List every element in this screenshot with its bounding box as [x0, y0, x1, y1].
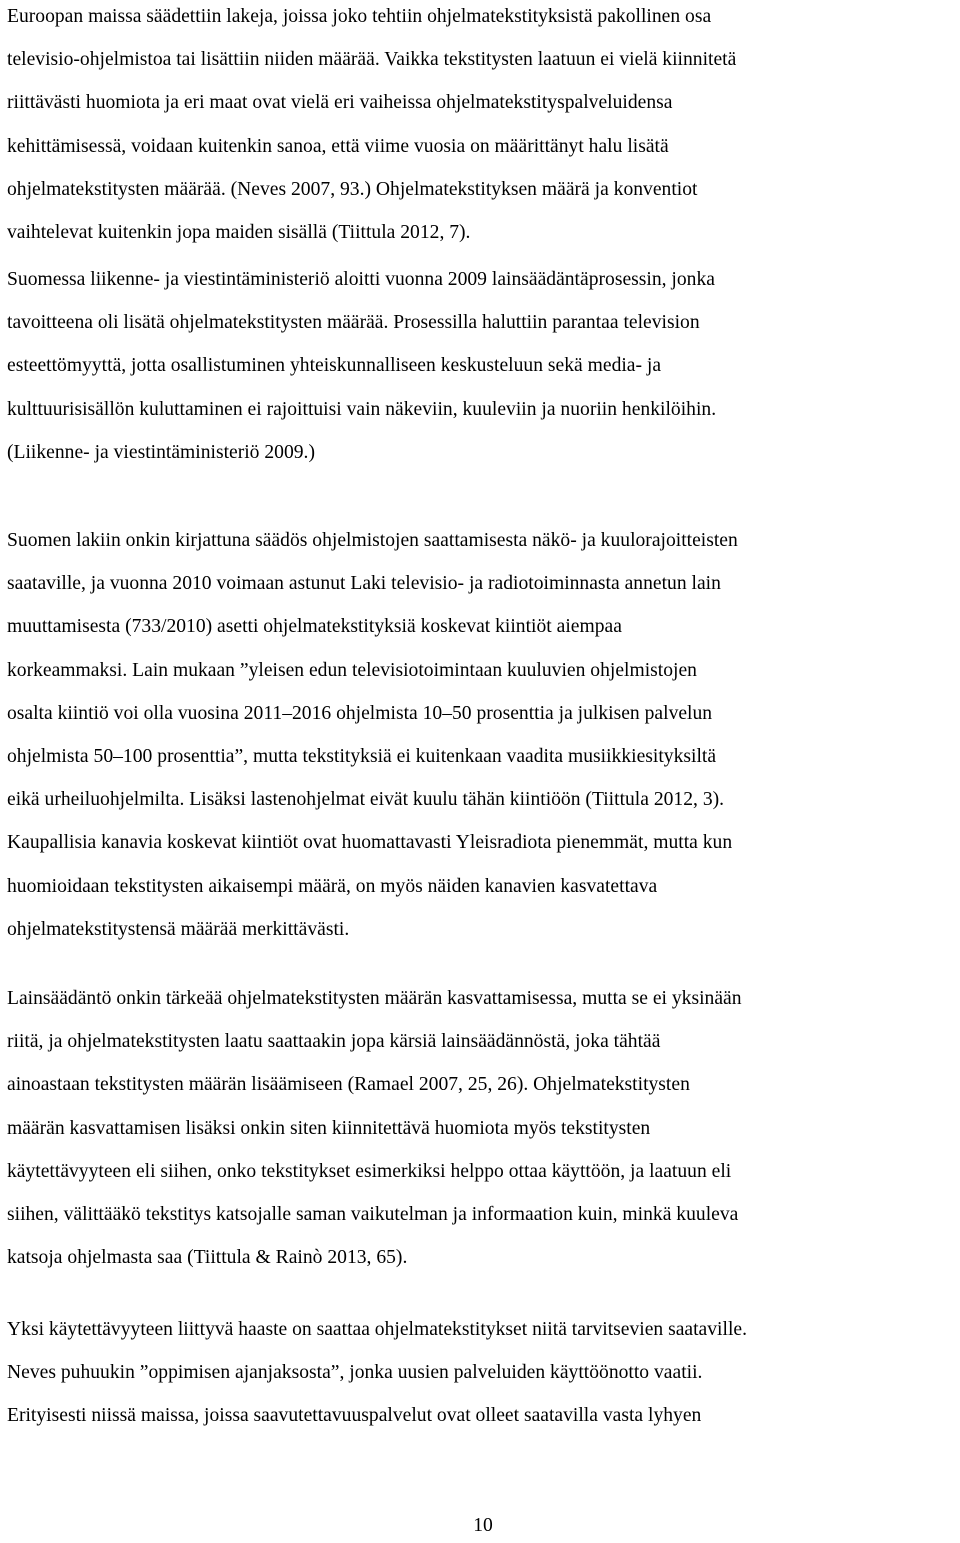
text-line: siihen, välittääkö tekstitys katsojalle saman vaikutelman ja informaation kuin, minkä kuuleva — [7, 1203, 739, 1225]
text-line: korkeammaksi. Lain mukaan ”yleisen edun televisiotoimintaan kuuluvien ohjelmistojen — [7, 659, 697, 681]
text-line: kulttuurisisällön kuluttaminen ei rajoittuisi vain näkeviin, kuuleviin ja nuoriin henkilöihin. — [7, 398, 717, 420]
text-line: (Liikenne- ja viestintäministeriö 2009.) — [7, 441, 315, 463]
page-number: 10 — [473, 1515, 493, 1536]
text-line: Suomen lakiin onkin kirjattuna säädös ohjelmistojen saattamisesta näkö- ja kuulorajoitteisten — [7, 530, 738, 551]
text-line: eikä urheiluohjelmilta. Lisäksi lastenohjelmat eivät kuulu tähän kiintiöön (Tiittula 2012, 3). — [7, 789, 725, 811]
text-line: riitä, ja ohjelmatekstitysten laatu saattaakin jopa kärsiä lainsäädännöstä, joka tähtää — [7, 1031, 661, 1053]
document-page — [7, 0, 959, 1543]
text-line: osalta kiintiö voi olla vuosina 2011–2016 ohjelmista 10–50 prosenttia ja julkisen palvelun — [7, 702, 713, 724]
text-line: televisio-ohjelmistoa tai lisättiin niiden määrää. Vaikka tekstitysten laatuun ei vielä kiinnitetä — [7, 49, 737, 71]
paragraph-5 — [7, 1308, 747, 1438]
paragraph-1 — [7, 0, 736, 254]
paragraph-4 — [7, 977, 742, 1279]
text-line: ainoastaan tekstitysten määrän lisäämiseen (Ramael 2007, 25, 26). Ohjelmatekstitysten — [7, 1074, 690, 1096]
text-line: esteettömyyttä, jotta osallistuminen yhteiskunnalliseen keskusteluun sekä media- ja — [7, 355, 662, 377]
text-line: Lainsäädäntö onkin tärkeää ohjelmatekstitysten määrän kasvattamisessa, mutta se ei yksinään — [7, 988, 742, 1009]
text-line: vaihtelevat kuitenkin jopa maiden sisällä (Tiittula 2012, 7). — [7, 221, 471, 243]
text-line: ohjelmatekstitysten määrää. (Neves 2007, 93.) Ohjelmatekstityksen määrä ja konventiot — [7, 178, 698, 200]
text-line: Yksi käytettävyyteen liittyvä haaste on saattaa ohjelmatekstitykset niitä tarvitsevien saataville. — [7, 1319, 747, 1340]
text-line: saataville, ja vuonna 2010 voimaan astunut Laki televisio- ja radiotoiminnasta annetun lain — [7, 573, 721, 595]
text-line: huomioidaan tekstitysten aikaisempi määrä, on myös näiden kanavien kasvatettava — [7, 875, 658, 897]
paragraph-3 — [7, 519, 738, 951]
text-line: Euroopan maissa säädettiin lakeja, joissa joko tehtiin ohjelmatekstityksistä pakollinen osa — [7, 6, 712, 27]
text-line: muuttamisesta (733/2010) asetti ohjelmatekstityksiä koskevat kiintiöt aiempaa — [7, 616, 622, 638]
text-line: tavoitteena oli lisätä ohjelmatekstitysten määrää. Prosessilla haluttiin parantaa television — [7, 312, 700, 334]
text-line: ohjelmatekstitystensä määrää merkittävästi. — [7, 918, 350, 940]
text-line: katsoja ohjelmasta saa (Tiittula & Rainò 2013, 65). — [7, 1247, 408, 1269]
text-line: kehittämisessä, voidaan kuitenkin sanoa, että viime vuosia on määrittänyt halu lisätä — [7, 135, 669, 157]
text-line: Kaupallisia kanavia koskevat kiintiöt ovat huomattavasti Yleisradiota pienemmät, mutta kun — [7, 832, 733, 854]
text-line: Erityisesti niissä maissa, joissa saavutettavuuspalvelut ovat olleet saatavilla vasta lyhyen — [7, 1405, 702, 1427]
text-line: Neves puhuukin ”oppimisen ajanjaksosta”, jonka uusien palveluiden käyttöönotto vaatii. — [7, 1362, 703, 1384]
text-line: Suomessa liikenne- ja viestintäministeriö aloitti vuonna 2009 lainsäädäntäprosessin, jonka — [7, 269, 715, 290]
text-line: ohjelmista 50–100 prosenttia”, mutta tekstityksiä ei kuitenkaan vaadita musiikkiesityksiltä — [7, 745, 717, 767]
text-line: riittävästi huomiota ja eri maat ovat vielä eri vaiheissa ohjelmatekstityspalveluidensa — [7, 92, 673, 114]
text-line: määrän kasvattamisen lisäksi onkin siten kiinnitettävä huomiota myös tekstitysten — [7, 1117, 651, 1139]
paragraph-2 — [7, 258, 716, 474]
text-line: käytettävyyteen eli siihen, onko tekstitykset esimerkiksi helppo ottaa käyttöön, ja laatuun eli — [7, 1160, 732, 1182]
